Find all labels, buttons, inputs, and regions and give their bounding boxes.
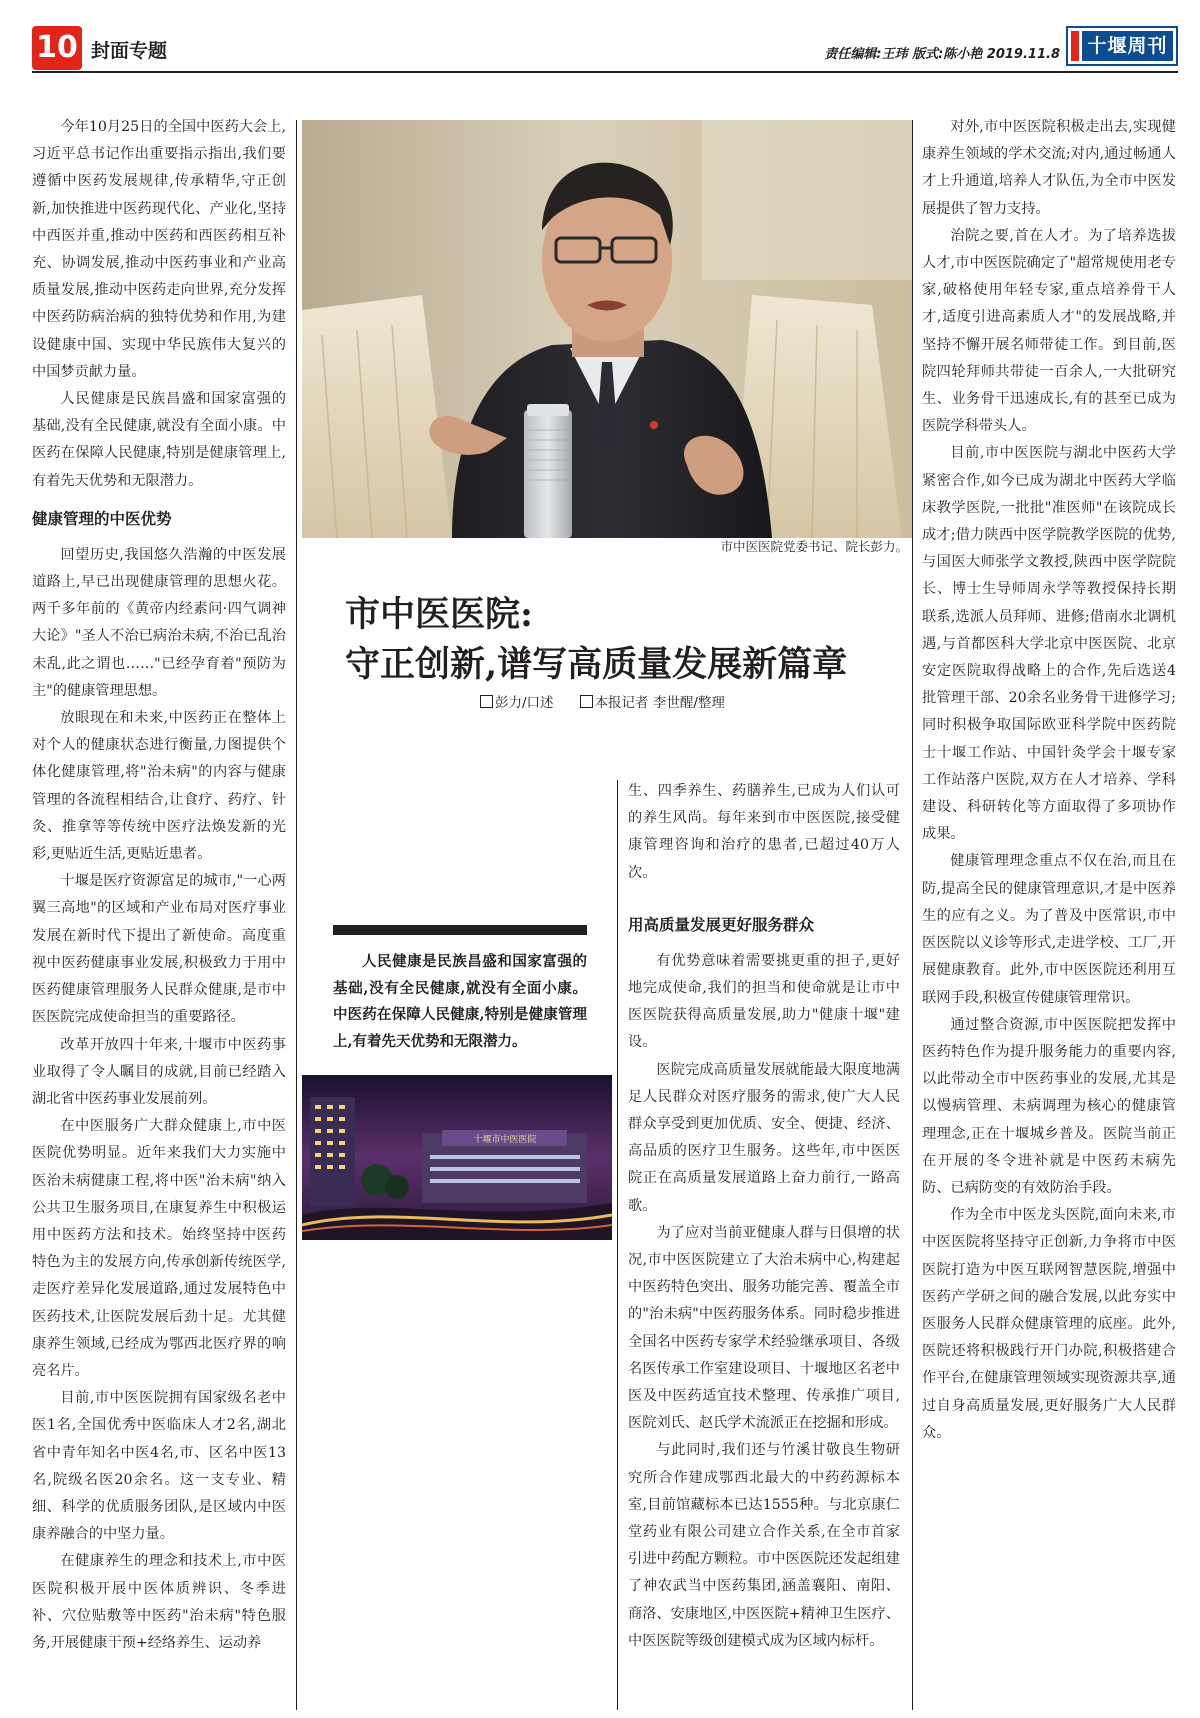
- hospital-illustration: [302, 1075, 612, 1240]
- subheading: 健康管理的中医优势: [32, 509, 172, 528]
- pull-quote-text: 人民健康是民族昌盛和国家富强的基础,没有全民健康,就没有全面小康。中医药在保障人民健康,特别是健康管理上,有着先天优势和无限潜力。: [333, 953, 587, 1050]
- pull-quote-bar: [333, 925, 587, 935]
- hospital-sign: 十堰市中医医院: [473, 1135, 537, 1145]
- paragraph: 目前,市中医医院与湖北中医药大学紧密合作,如今已成为湖北中医药大学临床教学医院,一批批"准医师"在该院成长成才;借力陕西中医学院教学医院的优势,与国医大师张学文教授,陕西中医学院院长、博士生导师周永学等教授保持长期联系,选派人员拜师、进修;借南水北调机遇,与首都医科大学北京中医医院、北京安定医院取得战略上的合作,先后选送4批管理干部、20余名业务骨干进修学习;同时积极争取国际欧亚科学院中医药院士十堰工作站、中国针灸学会十堰专家工作站落户医院,双方在人才培养、学科建设、科研转化等方面取得了多项协作成果。: [922, 445, 1176, 843]
- paragraph: 有优势意味着需要挑更重的担子,更好地完成使命,我们的担当和使命就是让市中医医院获得高质量发展,助力"健康十堰"建设。: [628, 952, 900, 1051]
- headline-line-1: 市中医医院:: [345, 594, 533, 635]
- paragraph: 治院之要,首在人才。为了培养选拔人才,市中医医院确定了"超常规使用老专家,破格使用年轻专家,重点培养骨干人才,适度引进高素质人才"的发展战略,并坚持不懈开展名师带徒工作。到目前,医院四轮拜师共带徒一百余人,一大批研究生、业务骨干迅速成长,有的甚至已成为医院学科带头人。: [922, 227, 1176, 435]
- page-number: 10: [32, 26, 82, 70]
- editor-credits: 责任编辑:王玮 版式:陈小艳 2019.11.8: [824, 47, 1060, 62]
- paragraph: 生、四季养生、药膳养生,已成为人们认可的养生风尚。每年来到市中医医院,接受健康管理咨询和治疗的患者,已超过40万人次。: [628, 783, 900, 881]
- headline-line-2: 守正创新,谱写高质量发展新篇章: [345, 644, 848, 685]
- column-middle: [628, 778, 900, 1655]
- brand-logo: [1066, 26, 1178, 66]
- paragraph: 在健康养生的理念和技术上,市中医医院积极开展中医体质辨识、冬季进补、穴位贴敷等中医药"治未病"特色服务,开展健康干预+经络养生、运动养: [32, 1553, 286, 1651]
- square-bullet-icon: [480, 695, 493, 708]
- paragraph: 对外,市中医医院积极走出去,实现健康养生领域的学术交流;对内,通过畅通人才上升通道,培养人才队伍,为全市中医发展提供了智力支持。: [922, 119, 1176, 217]
- brand-accent: [1071, 31, 1079, 61]
- portrait-photo: [302, 120, 912, 538]
- paragraph: 医院完成高质量发展就能最大限度地满足人民群众对医疗服务的需求,使广大人民群众享受到更加优质、安全、便捷、经济、高品质的医疗卫生服务。这些年,市中医医院正在高质量发展道路上奋力前行,一路高歌。: [628, 1061, 900, 1214]
- byline-author: 彭力/口述: [495, 695, 554, 711]
- byline: [480, 694, 725, 712]
- paragraph: 改革开放四十年来,十堰市中医药事业取得了令人瞩目的成就,目前已经踏入湖北省中医药事业发展前列。: [32, 1036, 286, 1107]
- paragraph: 健康管理理念重点不仅在治,而且在防,提高全民的健康管理意识,才是中医养生的应有之义。为了普及中医常识,市中医医院以义诊等形式,走进学校、工厂,开展健康教育。此外,市中医医院还利用互联网手段,积极宣传健康管理常识。: [922, 853, 1176, 1006]
- paragraph: 作为全市中医龙头医院,面向未来,市中医医院将坚持守正创新,力争将市中医医院打造为中医互联网智慧医院,增强中医药产学研之间的融合发展,以此夯实中医服务人民群众健康管理的底座。此外,医院还将积极践行开门办院,积极搭建合作平台,在健康管理领域实现资源共享,通过自身高质量发展,更好服务广大人民群众。: [922, 1207, 1176, 1441]
- column-right: [922, 114, 1176, 1447]
- paragraph: 人民健康是民族昌盛和国家富强的基础,没有全民健康,就没有全面小康。中医药在保障人民健康,特别是健康管理上,有着先天优势和无限潜力。: [32, 391, 286, 489]
- column-left: [32, 114, 286, 1657]
- headline-block: [345, 592, 847, 688]
- paragraph: 回望历史,我国悠久浩瀚的中医发展道路上,早已出现健康管理的思想火花。两千多年前的《黄帝内经素问·四气调神大论》"圣人不治已病治未病,不治已乱治未乱,此之谓也……"已经孕育着"预防为主"的健康管理思想。: [32, 546, 286, 699]
- column-divider: [912, 120, 913, 1710]
- paragraph: 目前,市中医医院拥有国家级名老中医1名,全国优秀中医临床人才2名,湖北省中青年知名中医4名,市、区名中医13名,院级名医20余名。这一支专业、精细、科学的优质服务团队,是区域内中医康养融合的中坚力量。: [32, 1390, 286, 1543]
- photo-caption: 市中医医院党委书记、院长彭力。: [720, 539, 908, 554]
- paragraph: 为了应对当前亚健康人群与日俱增的状况,市中医医院建立了大治未病中心,构建起中医药特色突出、服务功能完善、覆盖全市的"治未病"中医药服务体系。同时稳步推进全国名中医药专家学术经验继承项目、各级名医传承工作室建设项目、十堰地区名老中医及中医药适宜技术整理、传承推广项目,医院刘氏、赵氏学术流派正在挖掘和形成。: [628, 1224, 900, 1432]
- paragraph: 通过整合资源,市中医医院把发挥中医药特色作为提升服务能力的重要内容,以此带动全市中医药事业的发展,尤其是以慢病管理、未病调理为核心的健康管理理念,正在十堰城乡普及。医院当前正在开展的冬令进补就是中医药未病先防、已病防变的有效防治手段。: [922, 1016, 1176, 1196]
- portrait-illustration: [302, 120, 912, 538]
- section-title: 封面专题: [91, 40, 168, 62]
- paragraph: 今年10月25日的全国中医药大会上,习近平总书记作出重要指示指出,我们要遵循中医药发展规律,传承精华,守正创新,加快推进中医药现代化、产业化,坚持中西医并重,推动中医药和西医药相互补充、协调发展,推动中医药事业和产业高质量发展,推动中医药走向世界,充分发挥中医药防病治病的独特优势和作用,为建设健康中国、实现中华民族伟大复兴的中国梦贡献力量。: [32, 119, 286, 380]
- brand-name: 十堰周刊: [1082, 31, 1173, 61]
- square-bullet-icon: [580, 695, 593, 708]
- byline-editor: 本报记者 李世醒/整理: [594, 695, 725, 711]
- paragraph: 放眼现在和未来,中医药正在整体上对个人的健康状态进行衡量,力图提供个体化健康管理,将"治未病"的内容与健康管理的各流程相结合,让食疗、药疗、针灸、推拿等等传统中医疗法焕发新的光彩,更贴近生活,更贴近患者。: [32, 710, 286, 863]
- pull-quote: [333, 925, 587, 1055]
- column-divider: [617, 780, 618, 1710]
- hospital-building-photo: [302, 1075, 612, 1240]
- subheading: 用高质量发展更好服务群众: [628, 915, 815, 934]
- paragraph: 在中医服务广大群众健康上,市中医医院优势明显。近年来我们大力实施中医治未病健康工程,将中医"治未病"纳入公共卫生服务项目,在康复养生中积极运用中医药方法和技术。始终坚持中医药特色为主的发展方向,传承创新传统医学,走医疗差异化发展道路,通过发展特色中医药技术,让医院发展后劲十足。尤其健康养生领域,已经成为鄂西北医疗界的响亮名片。: [32, 1118, 286, 1379]
- paragraph: 与此同时,我们还与竹溪甘敬良生物研究所合作建成鄂西北最大的中药药源标本室,目前馆藏标本已达1555种。与北京康仁堂药业有限公司建立合作关系,在全市首家引进中药配方颗粒。市中医医院还发起组建了神农武当中医药集团,涵盖襄阳、南阳、商洛、安康地区,中医医院+精神卫生医疗、中医医院等级创建模式成为区域内标杆。: [628, 1442, 900, 1649]
- header-rule: [32, 71, 1178, 73]
- paragraph: 十堰是医疗资源富足的城市,"一心两翼三高地"的区域和产业布局对医疗事业发展在新时代下提出了新使命。高度重视中医药健康事业发展,积极致力于用中医药健康管理服务人民群众健康,是市中医医院完成使命担当的重要路径。: [32, 873, 286, 1026]
- column-divider: [296, 120, 297, 1710]
